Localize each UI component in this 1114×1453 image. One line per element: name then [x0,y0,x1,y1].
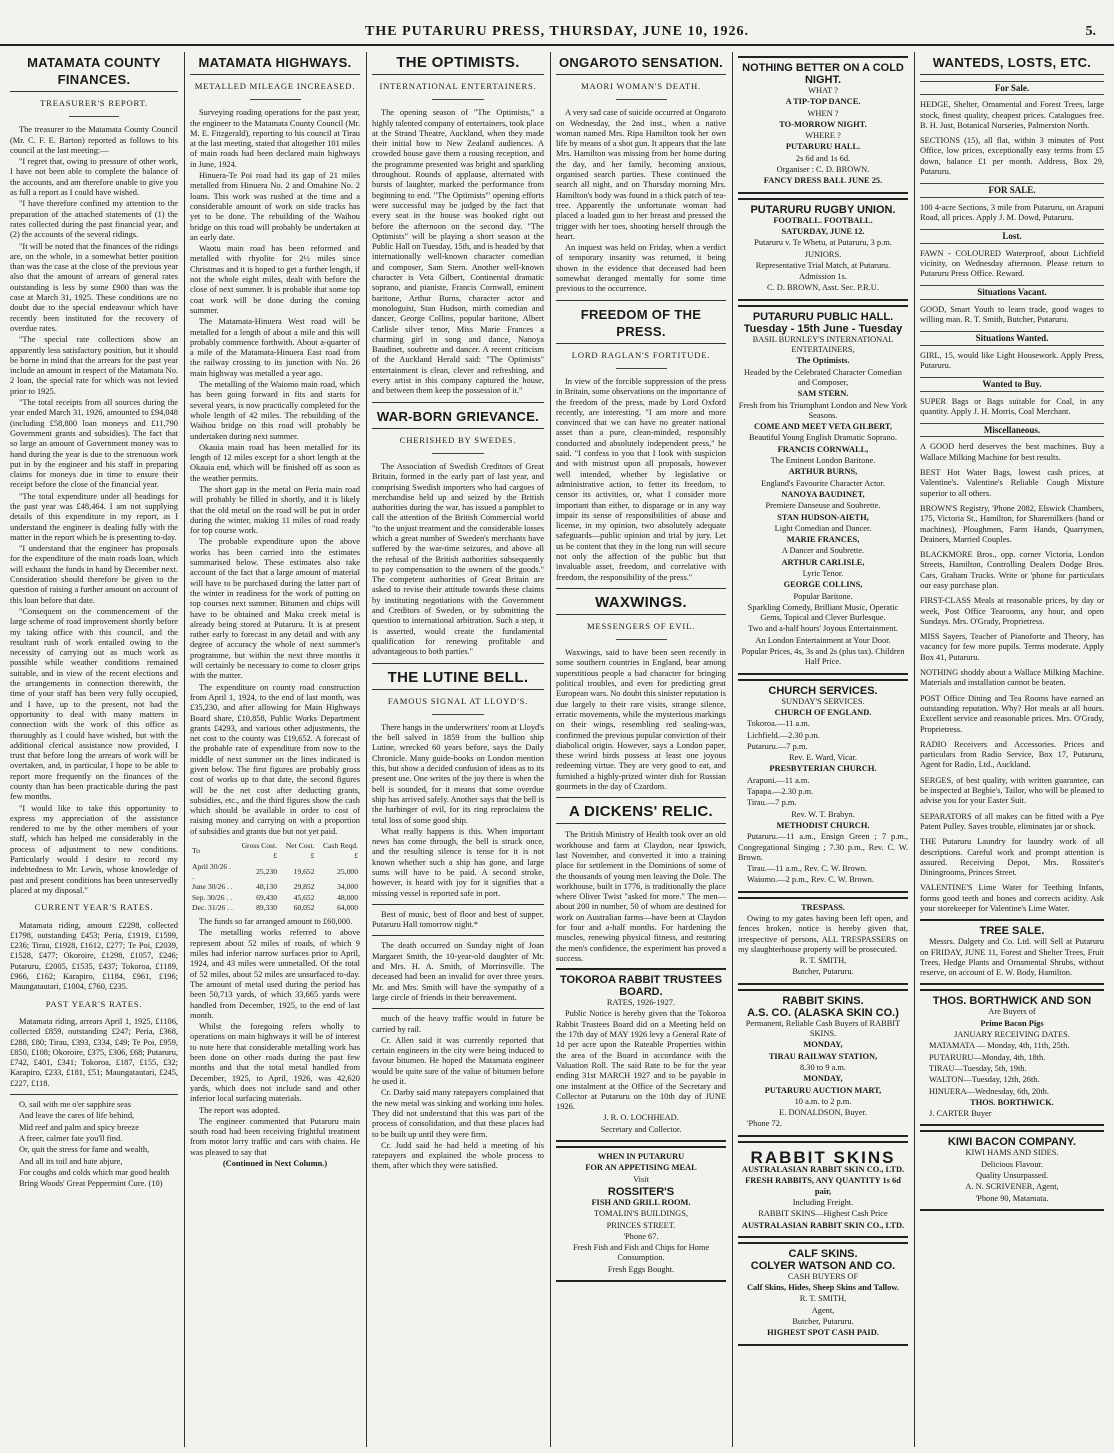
divider [69,116,119,117]
paragraph: "I understand that the engineer has proposals for the expenditure of the main roads loan, which will exhaust the funds in hand by December next. Consideration should therefore be given to the question of raising a further amount on account of this loan before that date. [10,544,178,605]
ad-line: WHERE ? [805,131,841,141]
divider [432,99,484,100]
verse-line: Bring Woods' Great Peppermint Cure. (10) [19,1179,163,1189]
ad-line: Arapuni.—11 a.m. [747,775,810,785]
table-cell: 25,230 [256,866,278,876]
column-6 [920,52,1104,1447]
verse-line: For coughs and colds which mar good health [19,1167,170,1177]
ad-line: MATAMATA — Monday, 4th, 11th, 25th. [929,1041,1070,1051]
paragraph: "The total receipts from all sources during the year ended March 31, 1926, amounted to £94,048 (including £58,800 loan moneys and £11,790 Government grants and subsidies). The fact that so large an amount of Government money was to hand during the year is due to the strenuous work put in by the engineer and his staff in preparing claims for moneys due in time to ensure their receipt before the close of the financial year. [10,398,178,490]
ad-line: Tokoroa.—11 a.m. [747,719,810,729]
paragraph: In view of the forcible suppression of the press in Britain, some observations on the importance of the freedom of the press, made by Lord Oxford recently, are interesting. "I am more and more convinced that we can have no greater national asset than a pure, clean-minded, responsibly conducted and absolutely independent press," he said. "I confess to you that I look with suspicion and with mistrust upon all proposals, however well intended, whether by legislative or administrative action, to fetter its freedom, to censor its activities, or, what I consider more important than either, to disparage or in any way impair its sense of responsibilities of abuse and license, in my opinion, two absolutely adequate safeguards—public opinion and trial by jury. Let us be content that they in the long run will secure not only the affection of the public but that invaluable asset, freedom, and correlative with freedom, the responsibility of the press." [556,376,726,582]
classified-ad: BEST Hot Water Bags, lowest cash prices, at Valentine's. Valentine's Reliable Cough Mixture superior to all others. [920,468,1104,498]
ad-line: Sparkling Comedy, Brilliant Music, Operatic Gems, Topical and Clever Burlesque. [747,602,899,623]
ad-line: The Eminent London Baritone. [770,456,876,466]
paragraph: The probable expenditure upon the above works has been carried into the estimates summarised below. These estimates also take account of the fact that a large amount of material will have to be purchased during the latter part of the winter in readiness for the work of putting on top courses next summer. Bitumen and chips will have to be obtained and Maku creek metal is already being stored at Putaruru. It is at present rather early to forecast in any detail and with any degree of accuracy the whole of next summer's programme, but within the next three months it will certainly be necessary to come to closer grips with the matter. [190,537,360,681]
ad-heading: A.S. CO. (ALASKA SKIN CO.) [747,1006,899,1019]
ad-line: COME AND MEET VETA GILBERT, [754,422,892,432]
ad-line: E. DONALDSON, Buyer. [779,1108,867,1118]
paragraph: The funds so far arranged amount to £60,000. [199,917,353,927]
paragraph: The opening season of "The Optimists," a highly talented company of entertainers, took place at the Strand Theatre, Auckland, when they made their initial bow to New Zealand audiences. A crowded house gave them a rousing reception, and the programme presented was bright and sparkling throughout. Rounds of applause, alternated with bursts of laughter, marked the performance from beginning to end. "The Optimists'" opening efforts were successful may be judged by the fact that every seat in the house was booked right out before the afternoon on the second day. "The Optimists" will be playing a short season at the Public Hall on Tuesday, 15th, and is headed by that internationally well-known character comedian and composer, Sam Stern. Another well-known character is Veta Gilbert, Continental dramatic soprano, and pianiste, Francis Cornwall, eminent baritone, Arthur Burns, character actor and monologuist, Stan Hudson, mirth comedian and dancer, George Collins, popular baritone, Albert Carlisle silver tenor, Miss Marie Frances a charming girl in song and dance, Nanoya Baudinet, soubrette and dancer. A recent criticism of the Auckland Herald said: "The Optimists" entertainment is clean, clever and refreshing, and every artist in this company captured the house, and between them keep the possession of it." [372,108,544,396]
classified-ad: VALENTINE'S Lime Water for Teething Infants, forms good teeth and bones and corrects acidity. Ask your storekeeper for Valentine's Lime Water. [920,883,1104,913]
ad-business-name: ROSSITER'S [607,1185,675,1198]
ad-line: An London Entertainment at Your Door. [755,635,891,645]
ad-line: TOMALIN'S BUILDINGS, [594,1209,688,1219]
ad-kiwi-bacon [920,1130,1104,1210]
ad-rugby [738,198,908,301]
ad-line: 2s 6d and 1s 6d. [795,153,851,163]
column-rule [366,52,367,1447]
ad-line: BASIL BURNLEY'S INTERNATIONAL ENTERTAINERS, [752,334,894,355]
ad-line: Putaruru v. Te Whetu, at Putaruru, 3 p.m. [754,238,892,248]
ad-line: WHEN IN PUTARURU [597,1152,685,1162]
verse-line: A freer, calmer fate you'll find. [19,1133,123,1143]
ad-line: SAM STERN. [797,389,849,399]
divider [616,639,667,640]
classified-ad: SEPARATORS of all makes can be fitted with a Pye Patent Pulley. Saves trouble, eliminates jar or shock. [920,811,1104,831]
category-wanted-to-buy: Wanted to Buy. [920,377,1104,391]
verse-peppermint-cure [10,1100,178,1189]
ad-line: Calf Skins, Hides, Sheep Skins and Tallow. [747,1283,899,1293]
classified-ad: NOTHING shoddy about a Wallace Milking Machine. Materials and installation cannot be beaten. [920,668,1104,688]
ad-line: Prime Bacon Pigs [980,1018,1044,1028]
classified-ad: BROWN'S Registry, 'Phone 2082, Elswick Chambers, 175, Victoria St., Hamilton, for Sharemilkers (hand or machines), Ploughmen, Farm Hands, Quarrymen, Drainers, Married Couples. [920,503,1104,544]
ad-line: Visit [633,1174,649,1184]
ad-line: The Optimists. [796,356,850,366]
ad-dance [738,56,908,194]
ad-line: KIWI HAMS AND SIDES. [965,1148,1059,1158]
subhead-current-rates: CURRENT YEAR'S RATES. [34,902,154,913]
paragraph: Cr. Allen said it was currently reported that certain engineers in the city were being induced to favour bitumen. He hoped the Matamata engineer would be quite sure of the value of bitumen before he used it. [372,1035,544,1087]
classified-ad: BLACKMORE Bros., opp. corner Victoria, London Streets, Hamilton, Controlling Dealers Dodge Bros. Cars, Graham Trucks. Write or 'phone for particulars our easy purchase plan. [920,550,1104,590]
ad-line: Tapapa.—2.30 p.m. [747,787,814,797]
ad-line: Rev. E. Ward, Vicar. [789,753,857,763]
ad-line: MONDAY, [803,1074,843,1084]
divider [432,453,484,454]
divider [10,1094,178,1095]
ad-line: HINUERA—Wednesday, 6th, 20th. [929,1086,1049,1096]
headline-war-born-grievance: WAR-BORN GRIEVANCE. [372,408,544,429]
paragraph: The short gap in the metal on Peria main road will probably be filled in shortly, and it is likely that the old metal on the road will be put in order during the winter, making 11 miles of road ready for top course work. [190,484,360,536]
classified-ad: FIRST-CLASS Meals at reasonable prices, by day or week, Post Office Tearooms, any hour, and open Sundays. Mrs. O'Grady, Proprietress. [920,596,1104,626]
subhead-swedes: CHERISHED BY SWEDES. [399,434,517,445]
subhead-lloyds: FAMOUS SIGNAL AT LLOYD'S. [387,695,529,706]
ad-public-hall [738,305,908,675]
ad-line: TIRAU RAILWAY STATION, [768,1051,878,1061]
paragraph: "I would like to take this opportunity to express my appreciation of the assistance rendered to me by the other members of your staff, which has helped me considerably in the process of adjustment to new conditions. Particularly would I desire to record my indebtedness to Mr. Lewis, whose knowledge of past and present conditions has been unreservedly placed at my disposal." [10,803,178,895]
ad-calf-skins [738,1242,908,1346]
classified-ad: MISS Sayers, Teacher of Pianoforte and Theory, has vacancy for few more pupils. Terms moderate. Apply Box 41, Putaruru. [920,632,1104,662]
notice-signature-title: Butcher, Putaruru. [792,967,854,977]
paragraph: The expenditure on county road construction from April 1, 1924, to the end of last month, was £35,230, and after allowing for Main Highways Board share, £10,858, Public Works Department grants £4293, and various other adjustments, the net cost to the county was £19,652. A forecast of the probable rate of expenditure from now to the middle of next summer on the lines indicated is given below. The first figures are probably gross cost of works up to that date, the second figures will be the net cost after deducting grants, subsidies, etc., and the third figures show the cash which should be available in order to cost of raising money and carrying on with a proportion of subsidies and grants due but not yet paid. [190,682,360,836]
divider [556,300,726,301]
ad-line: WHAT ? [808,86,838,95]
headline-lutine-bell: THE LUTINE BELL. [372,669,544,690]
classified-ad: RADIO Receivers and Accessories. Prices and particulars from Radio Service, Box 17, Putaruru, Agent for Radio, Ltd., Auckland. [920,739,1104,770]
classified-ad: HEDGE, Shelter, Ornamental and Forest Trees, large stock, finest quality, cheapest prices. Catalogues free. B. H. Just, Botanical Nurseries, Palmerston North. [920,100,1104,130]
headline-waxwings: WAXWINGS. [556,594,726,615]
ad-heading: PUTARURU PUBLIC HALL. [752,310,894,323]
ad-heading: THOS. BORTHWICK AND SON [932,995,1092,1008]
table-header-row [190,841,360,862]
table-cell: 48,130 [256,882,278,892]
table-cell: Dec. 31/26 . . [192,902,233,912]
ad-line: GEORGE COLLINS, [783,580,863,590]
column-3 [372,52,544,1447]
paragraph: The metalling works referred to above represent about 52 miles of roads, of which 9 miles had inferior narrow surfaces prior to April, 1924, and 43 miles were unmetalled. Of the total of 52 miles, about 52 miles are unsurfaced to-day. The amount of metal used during the period has been 50,713 yards, of which 33,665 yards were handled from December, 1925, to the end of last month. [190,928,360,1020]
headline-highways: MATAMATA HIGHWAYS. [190,54,360,75]
notice-signature-title: Secretary and Collector. [600,1124,682,1134]
paragraph: Hinuera-Te Poi road had its gap of 21 miles metalled from Hinuera No. 2 and Omahine No. 2 loans. This work was rushed at the time and a considerable amount of work on side tracks has yet to be done. The rebuilding of the Waihou bridge on this road will probably be undertaken at an early date. [190,171,360,242]
category-situations-vacant: Situations Vacant. [920,285,1104,299]
divider [372,935,544,936]
ad-line: METHODIST CHURCH. [776,820,870,830]
ad-line: A Dancer and Soubrette. [781,546,865,556]
paragraph: The Association of Swedish Creditors of Great Britain, formed in the early part of last year, and comprising Swedish importers who had cargoes of merchandise held up and seized by the British authorities during the war, has issued a pamphlet to call the attention of the British Commercial world "to the unjust treatment and the considerable losses which a great number of Sweden's merchants have suffered by the war-time seizures, and above all the refusal of the British authorities subsequently to pay compensation to the owners of the goods." The competent authorities of Great Britain are asked to revise their attitude towards these claims by instituting negotiations with the Government and Creditors of Sweden, or by submitting the question to international arbitration. Such a step, it is asserted, would create the fundamental qualification for renewing profitable and advantageous to both parties." [372,461,544,657]
ad-line: 8.30 to 9 a.m. [799,1062,847,1072]
ad-line: Putaruru.—11 a.m., Ensign Green ; 7 p.m., Congregational Singing ; 7.30 p.m., Rev. C. W. Brown. [738,832,908,862]
paragraph: Cr. Judd said he had held a meeting of his ratepayers and explained the whole process to them, after which they were satisfied. [372,1140,544,1171]
ad-line: WALTON—Tuesday, 12th, 26th. [929,1075,1040,1085]
subhead-metalled-mileage: METALLED MILEAGE INCREASED. [194,81,356,91]
notice-heading: TRESPASS. [801,902,845,912]
column-rule [550,52,551,1447]
ad-line: Rev. W. T. Brabyn. [791,809,855,819]
ad-line: A TIP-TOP DANCE. [785,97,861,107]
ad-heading: TREE SALE. [979,925,1045,938]
ad-church-services [738,679,908,893]
ad-line: Organiser : C. D. BROWN. [776,165,870,175]
ad-line: TO-MORROW NIGHT. [779,119,867,129]
table-cell: 29,852 [293,882,315,892]
ad-line: A. N. SCRIVENER, Agent, [965,1182,1059,1192]
category-miscellaneous: Miscellaneous. [920,423,1104,437]
continued-note: (Continued in Next Column.) [222,1158,328,1168]
column-rule [732,52,733,1447]
classified-ad: THE Putaruru Laundry for laundry work of all descriptions. Careful work and prompt attention is assured. Receiving Depot, Mrs. Rossiter's Diningrooms, Princes Street. [920,837,1104,878]
classified-ad: A GOOD herd deserves the best machines. Buy a Wallace Milking Machine for best results. [920,442,1104,462]
ad-line: CASH BUYERS OF [787,1271,859,1281]
classified-ad: POST Office Dining and Tea Rooms have earned an outstanding reputation. Why? Hot meals at all hours. Excellent service and reasonable prices. Mrs. O'Grady, Proprietress. [920,693,1104,734]
ad-line: J. CARTER Buyer [929,1109,992,1119]
ad-line: WHEN ? [807,108,839,118]
paragraph: Okauia main road has been metalled for its length of 12 miles except for a short length at the Okauia end, which will be finished off as soon as the weather permits. [190,442,360,483]
ad-line: FOR AN APPETISING MEAL [585,1163,697,1173]
column-rule [184,52,185,1447]
page-number: 5. [1085,24,1096,39]
ad-line: JANUARY RECEIVING DATES. [954,1030,1070,1040]
ad-heading: NOTHING BETTER ON A COLD NIGHT. [742,62,904,86]
ad-line: R. T. SMITH, [799,1294,847,1304]
paragraph: Cr. Darby said many ratepayers complained that the new metal was sinking and working into holes. They did not understand that this was part of the process of consolidation, and that these places had to be built up until they were firm. [372,1088,544,1139]
table-cell: 48,000 [337,892,358,902]
paragraph: The treasurer to the Matamata County Council (Mr. C. F. E. Barton) reported as follows to his council at the last meeting:— [10,125,178,155]
verse-line: And leave the cares of life behind, [19,1111,135,1121]
headline-county-finances: MATAMATA COUNTY FINANCES. [10,54,178,92]
ad-line: PUTARURU AUCTION MART, [764,1085,882,1095]
column-5 [738,52,908,1447]
classified-ad: SECTIONS (15), all flat, within 3 minutes of Post Office, low prices, exceptionally easy terms from £5 down, balance £1 per month. Address, Box 29, Putaruru. [920,136,1104,177]
paragraph: "Consequent on the commencement of the large scheme of road improvement shortly before my taking office with this council, and the resultant rush of work entailed owing to the necessity of carrying out as much work as possible while weather conditions remained suitable, and in view of the recent elections and the arrangements in connection therewith, the time of your staff has been very fully occupied, and I have, up to the present, not had the opportunity to deal with many matters in connection with the work of this office as thoroughly as I could have wished, but with the additional clerical assistance now provided, I trust that before long the arrears of work will be overtaken, and, in particular, I hope to be able to report more frequently on the finances of the county than has been practicable during the past few months. [10,606,178,802]
column-2 [190,52,360,1447]
ad-line: JUNIORS. [804,249,842,259]
ad-line: Popular Prices, 4s, 3s and 2s (plus tax). Children Half Price. [741,647,905,667]
divider [372,1008,544,1009]
ad-line: NANOYA BAUDINET, [781,489,865,499]
divider [250,99,301,100]
paragraph: The Matamata-Hinuera West road will be metalled for a length of about a mile and this will probably commence forthwith. About a-quarter of a mile of the Matamata-Hinuera East road from the railway crossing to its junction with No. 26 main highway was metalled a year ago. [190,317,360,378]
table-cell: 25,000 [337,866,358,876]
ad-line: RABBIT SKINS—Highest Cash Price [758,1209,888,1219]
table-cell: June 30/26 . . [192,882,233,892]
ad-line: AUSTRALASIAN RABBIT SKIN CO., LTD. [741,1220,905,1230]
headline-wanteds: WANTEDS, LOSTS, ETC. [920,54,1104,75]
table-cell: 19,652 [293,866,315,876]
ad-line: PRESBYTERIAN CHURCH. [769,764,877,774]
classified-ad: GOOD, Smart Youth to learn trade, good wages to willing man. R. T. Smith, Butcher, Putaruru. [920,304,1104,325]
subhead-maori-woman: MAORI WOMAN'S DEATH. [581,81,701,91]
verse-line: And all its toil and hate abjure, [19,1156,123,1166]
classified-ad: FAWN - COLOURED Waterproof, about Lichfield vicinity, on Wednesday afternoon. Please return to Putaruru Press Office. Reward. [920,248,1104,279]
paragraph: "I regret that, owing to pressure of other work, I have not been able to complete the balance of the accounts, and am therefore unable to give you as full a report as I could have wished. [10,157,178,198]
divider [372,402,544,403]
ad-line: Representative Trial Match, at Putaruru. [755,260,891,270]
notice-signature: R. T. SMITH, [799,956,847,966]
column-rule [914,52,915,1447]
ad-line: THOS. BORTHWICK. [970,1097,1054,1107]
ad-line: Permanent, Reliable Cash Buyers of RABBIT SKINS. [745,1018,901,1039]
paragraph: Best of music, best of floor and best of supper, Putaruru Hall tomorrow night.* [372,909,544,930]
ad-line: 'Phone 90, Matamata. [975,1193,1049,1203]
notice-heading: TOKOROA RABBIT TRUSTEES BOARD. [560,974,722,999]
masthead-title: THE PUTARURU PRESS, THURSDAY, JUNE 10, 1926. [365,24,749,39]
ad-line: MARIE FRANCES, [786,535,860,545]
paragraph: "It will be noted that the finances of the ridings are, on the whole, in a somewhat better position than was the case at the close of the previous year also that the amount of arrears of general rates outstanding is less by some £900 than was the case at March 31, 1925. These conditions are no doubt due to the special endeavour which have recently been instituted for the recovery of overdue rates. [10,241,178,333]
ad-line: STAN HUDSON-AIETH, [777,512,869,522]
paragraph: The death occurred on Sunday night of Joan Margaret Smith, the 10-year-old daughter of Mr. and Mrs. H. A. Smith, of Morrinsville. The deceased had been an invalid for over three years. Mr. and Mrs. Smith will have the sympathy of a large circle of friends in their bereavement. [372,941,544,1002]
headline-dickens-relic: A DICKENS' RELIC. [556,803,726,824]
classified-ad: SUPER Bags or Bags suitable for Coal, in any quantity. Apply J. H. Morris, Coal Merchant. [920,396,1104,416]
ad-line: C. D. BROWN, Asst. Sec. P.R.U. [767,283,879,293]
table-header-cell: Net Cost. £ [285,841,315,861]
table-cell: 89,330 [256,902,278,912]
ad-line: Delicious Flavour. [981,1159,1043,1169]
ad-line: Waiomo.—2 p.m., Rev. C. W. Brown. [747,875,874,885]
divider [556,588,726,589]
subhead-messengers: MESSENGERS OF EVIL. [586,620,696,631]
ad-heading: COLYER WATSON AND CO. [750,1259,896,1272]
classified-ad: 100 4-acre Sections, 3 mile from Putaruru, on Arapuni Road, all prices. Apply J. M. Dowd, Putaruru. [920,202,1104,222]
ad-line: PRINCES STREET. [606,1220,676,1230]
ad-line: FANCY DRESS BALL JUNE 25. [763,176,883,186]
category-for-sale: For Sale. [920,81,1104,95]
notice-rabbit-board [556,968,726,1142]
divider [556,797,726,798]
paragraph: Matamata riding, amount £2298, collected £1798, outstanding £453; Peria, £1919, £1599, £236; Tirau, £1928, £1612, £277; Te Poi, £2039, £1528, £477; Okoroire, £1298, £1057, £246; Putaruru, £2005, £1535, £437; Tokoroa, £1189, £966, £162; Karapiro, £1184, £961, £196; Maungatautari, £1004, £760, £235. [10,920,178,992]
paragraph: Matamata riding, arrears April 1, 1925, £1106, collected £859, outstanding £247; Peria, £368, £288, £80; Tirau, £393, £334, £49; Te Poi, £959, £850, £108; Okoroire, £375, £306, £68; Putaruru, £742, £401, £341; Tokoroa, £187, £155, £32; Karapiro, £233, £181, £51; Maungatautari, £245, £227, £118. [10,1016,178,1088]
divider [432,714,484,715]
ad-line: Fresh Fish and Fish and Chips for Home Consumption. [572,1243,710,1263]
ad-line: 'Phone 67. [623,1231,659,1241]
paragraph: A very sad case of suicide occurred at Ongaroto on Wednesday, the 2nd inst., when a native woman named Mrs. Ripa Hamilton took her own life by means of a shot gun. It appears that the late Mrs. Hamilton was missing from her home during the day, and her family, becoming anxious, organised search parties. These continued the search all night, and on Thursday morning Mrs. Hamilton's body was found in a thick patch of tea-tree. Apparently the unfortunate woman had placed a loaded gun to her breast and pressed the trigger with her toes, shooting herself through the heart. [556,108,726,241]
table-cell: Sep. 30/26 . . [192,892,233,902]
subhead-treasurer-report: TREASURER'S REPORT. [40,98,148,108]
paragraph: much of the heavy traffic would in future be carried by rail. [372,1014,544,1034]
notice-trespass [738,897,908,985]
category-situations-wanted: Situations Wanted. [920,331,1104,345]
subhead-entertainers: INTERNATIONAL ENTERTAINERS. [379,81,537,91]
ad-line: 'Phone 72. [747,1119,783,1129]
table-row [190,903,360,913]
table-cell: 64,000 [337,902,358,912]
ad-line: Messrs. Dalgety and Co. Ltd. will Sell at Putaruru on FRIDAY, JUNE 11, Forest and Shelter Trees, Fruit Trees, Hedge Plants and Ornamental Shrubs, without reserve, on account of E. W. Body, Hamilton. [920,937,1104,978]
table-cell: April 30/26 . . [192,861,232,881]
verse-line: Or, quit the stress for fame and wealth, [19,1145,150,1155]
table-cell: 34,000 [337,882,358,892]
ad-line: ARTHUR CARLISLE, [781,557,865,567]
ad-line: CHURCH OF ENGLAND. [774,707,872,717]
masthead [0,0,1114,46]
divider [372,663,544,664]
ad-heading: CHURCH SERVICES. [768,684,878,697]
ad-line: PUTARURU—Monday, 4th, 18th. [929,1052,1046,1062]
table-row [190,893,360,903]
headline-freedom-press: FREEDOM OF THE PRESS. [556,306,726,344]
ad-line: PUTARURU HALL. [785,142,861,152]
ad-heading: CALF SKINS. [788,1247,858,1260]
ad-line: Lyric Tenor. [802,568,844,578]
ad-line: Fresh from his Triumphant London and New York Seasons. [738,400,908,420]
ad-borthwick [920,989,1104,1126]
divider [616,99,667,100]
ad-line: HIGHEST SPOT CASH PAID. [767,1328,879,1338]
ad-heading: KIWI BACON COMPANY. [947,1136,1077,1149]
ad-line: MONDAY, [803,1040,843,1050]
category-for-sale: FOR SALE. [920,183,1104,197]
ad-line: Beautiful Young English Dramatic Soprano. [749,433,897,443]
notice-text: Owing to my gates having been left open, and fences broken, notice is hereby given that, irrespective of persons, ALL TRESPASSERS on my slaughterhouse property will be prosecuted. [738,914,908,954]
ad-line: Light Comedian and Dancer. [774,523,872,533]
ad-line: Headed by the Celebrated Character Comedian and Composer, [744,367,902,387]
notice-text: Public Notice is hereby given that the Tokoroa Rabbit Trustees Board did on a Meeting held on the 17th day of MAY 1926 levy a General Rate of 1d per acre upon the Rateable Properties within the area of the Board in accordance with the Valuation Roll. The said Rate to be for the year ending 31st MARCH 1927 and to be payable in one instalment at the Office of the Secretary and Collector at Putaruru on the 10th day of JUNE 1926. [556,1009,726,1112]
ad-heading: Tuesday - 15th June - Tuesday [743,322,903,335]
paragraph: An inquest was held on Friday, when a verdict of temporary insanity was returned, it being shown in the evidence that deceased had been somewhat deranged mentally for some time previous to the occurrence. [556,243,726,294]
ad-rossiters [556,1146,726,1282]
verse-line: Mid reef and palm and spicy breeze [19,1122,139,1132]
classified-ad: GIRL, 15, would like Light Housework. Apply Press, Putaruru. [920,350,1104,370]
paragraph: "I have therefore confined my attention to the preparation of the attached statements of (1) the rates collected during the past financial year, and (2) the accounts of the several ridings. [10,199,178,240]
ad-line: England's Favourite Character Actor. [761,478,885,488]
notice-subheading: RATES, 1926-1927. [606,998,676,1008]
table-cell: 69,430 [256,892,278,902]
divider [372,904,544,905]
ad-line: FRESH RABBITS, ANY QUANTITY 1s 6d pair, [745,1176,901,1196]
ad-line: Putaruru.—7 p.m. [747,741,808,751]
ad-australasian-rabbit [738,1141,908,1238]
ad-line: Tirau.—11 a.m., Rev. C. W. Brown. [747,864,868,874]
ad-line: ARTHUR BURNS, [788,467,858,477]
classified-ad: SERGES, of best quality, with written guarantee, can be inspected at Begbie's, Tailor, who will be pleased to advise you for your Easter Suit. [920,775,1104,806]
ad-line: Admission 1s. [799,272,847,282]
table-header-cell: Gross Cost. £ [241,841,278,861]
column-4 [556,52,726,1447]
ad-display-heading: RABBIT SKINS [750,1147,896,1167]
ad-line: FISH AND GRILL ROOM. [591,1197,691,1207]
ad-heading: PUTARURU RUGBY UNION. [750,203,896,216]
headline-ongaroto: ONGAROTO SENSATION. [556,54,726,75]
paragraph: Waotu main road has been reformed and metalled with rhyolite for 2½ miles since Christmas and it is hoped to get a further length, if not the whole eight miles, dealt with before the close of next summer. It is probable that some top coat work will be done during the coming summer. [190,244,360,315]
ad-line: AUSTRALASIAN RABBIT SKIN CO., LTD. [741,1165,905,1175]
table-row [190,882,360,892]
paragraph: Surveying roading operations for the past year, the engineer to the Matamata County Council (Mr. M. E. Fitzgerald), reporting to his council at Tirau at the last meeting, stated that altogether 101 miles of main roads had been declared main highways in June, 1924. [190,108,360,169]
divider [616,368,667,369]
table-cell: 60,052 [293,902,315,912]
expenditure-table [190,841,360,913]
ad-line: Are Buyers of [988,1007,1036,1017]
paragraph: "The special rate collections show an apparently less satisfactory position, but it should be borne in mind that the arrears for the past year include an amount in respect of the Matamata No. 2 loan, the special rate for which was not levied prior to 1925. [10,335,178,396]
table-header-cell: To [192,846,200,856]
notice-signature: J. R. O. LOCHHEAD. [603,1113,679,1123]
subhead-past-rates: PAST YEAR'S RATES. [45,998,143,1009]
ad-line: Fresh Eggs Bought. [607,1264,675,1274]
ad-line: Premiere Danseuse and Soubrette. [765,501,881,511]
ad-heading: RABBIT SKINS. [782,994,864,1007]
paragraph: What really happens is this. When important news has come through, the bell is struck once, and the resulting silence is tense for it is not known whether such a ship has gone, and large sums will have to be paid. A second stroke, however, is heard with joy for it signifies that a missing vessel is reported safe in port. [372,826,544,898]
ad-line: Including Freight. [792,1197,854,1207]
ad-line: 10 a.m. to 2 p.m. [794,1096,852,1106]
table-header-cell: Cash Reqd. £ [322,841,358,861]
table-row [190,862,360,883]
ad-line: FOOTBALL. FOOTBALL. [773,215,873,225]
ad-line: SATURDAY, JUNE 12. [781,226,865,236]
ad-line: Quality Unsurpassed. [975,1171,1049,1181]
paragraph: The report was adopted. [199,1105,280,1115]
table-cell: 45,652 [293,892,315,902]
paragraph: Whilst the foregoing refers wholly to operations on main highways it will be of interest to note here that considerable metalling work has been done on other roads during the past few months and that the total metal handled from December, 1925, to April, 1926, was 42,620 yards, which does not include sand and other inferior local surfacing materials. [190,1022,360,1104]
ad-line: FRANCIS CORNWALL, [777,444,869,454]
ad-line: Popular Baritone. [793,591,853,601]
ad-line: Two and a-half hours' Joyous Entertainment. [748,624,898,634]
column-1 [10,52,178,1447]
paragraph: The engineer commented that Putaruru main south road had been receiving frightful treatment from motor lorry traffic and cars with chains. He was pleased to say that [190,1116,360,1157]
paragraph: "The total expenditure under all headings for the past year was £48,464. I am not supplying details of this expenditure in my report, as I understand the engineer is dealing fully with the matter in the report which he is presenting to-day. [10,491,178,542]
paragraph: Waxwings, said to have been seen recently in some southern countries in England, bear among superstitious people a bad character for bringing political troubles, and even for predicting great European wars. No doubt this sinister reputation is due largely to their rare visits, strange silence, erratic movements, while the mysterious markings on their wings, resembling red sealing-wax, confirmed the previous popular conviction of their diabolical origin. However, says a London paper, these weird birds possess at least one joyous redeeming virtue. They are very good to eat, and furnished a highly-prized winter dish for Russian gourmets in the day of Czardom. [556,648,726,792]
paragraph: There hangs in the underwriters' room at Lloyd's the bell salved in 1859 from the bullion ship Lutine, wrecked 60 years before, says the Daily Chronicle. Many guide-books on London mention this, but show a decided confusion of ideas as to its present use. One writes of the joy there is when the bell is sounded, for it means that some overdue ship has arrived safely. Another says that the bell is the harbinger of evil, for its ring reproclaims the total loss of some good ship. [372,722,544,825]
paragraph: The British Ministry of Health took over an old workhouse and farm at Claydon, near Ipswich, last November, and converted it into a training place for settlement in the Dominions of some of the thousands of young men leaving the Dole. The workhouse, built in 1776, is traditionally the place where Oliver Twist "asked for more." The men—about 200 in number, 50 of whom are destined for work on Australian farms—have been at Claydon for four and a-half months. For hardening the muscles, renewing physical fitness, and restoring the men's confidence, the experiment has proved a success. [556,830,726,963]
ad-tree-sale [920,919,1104,985]
ad-line: Agent, [811,1305,835,1315]
category-lost: Lost. [920,229,1104,243]
ad-line: Butcher, Putaruru. [792,1317,854,1327]
subhead-lord-raglan: LORD RAGLAN'S FORTITUDE. [571,349,711,360]
ad-line: Lichfield.—2.30 p.m. [747,730,820,740]
ad-line: TIRAU—Tuesday, 5th, 19th. [929,1063,1027,1073]
ad-alaska-skin [738,989,908,1137]
ad-line: SUNDAY'S SERVICES. [781,696,865,706]
verse-line: O, sail with me o'er sapphire seas [19,1100,131,1110]
ad-line: Tirau.—7 p.m. [747,798,797,808]
paragraph: The metalling of the Waiomo main road, which has been going forward in fits and starts for several years, is now practically completed for the whole length of 42 miles. The rebuilding of the Waihou bridge on this road will probably be undertaken during next summer. [190,380,360,441]
headline-optimists: THE OPTIMISTS. [372,54,544,75]
